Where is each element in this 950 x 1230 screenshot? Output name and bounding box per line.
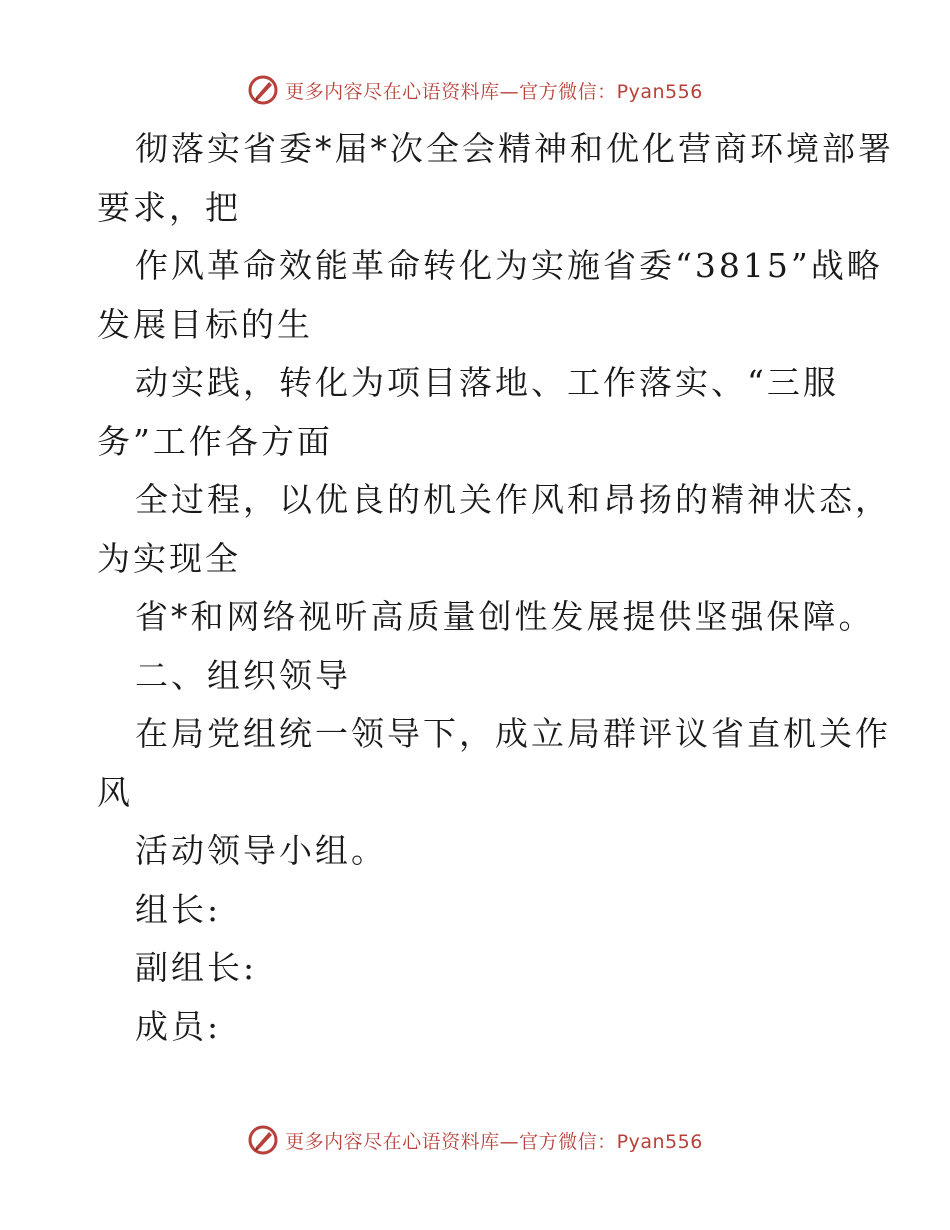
paragraph-line: 动实践，转化为项目落地、工作落实、“三服	[135, 363, 839, 402]
paragraph-line: 风	[97, 772, 133, 812]
watermark-text: 更多内容尽在心语资料库—官方微信：Pyan556	[285, 1130, 703, 1153]
document-body	[97, 120, 894, 1056]
paragraph-line: 要求，把	[97, 187, 241, 227]
header-watermark-banner	[0, 70, 950, 110]
paragraph-line: 彻落实省委*届*次全会精神和优化营商环境部署	[135, 129, 894, 168]
footer-watermark-banner	[0, 1120, 950, 1160]
paragraph-line: 在局党组统一领导下，成立局群评议省直机关作	[135, 714, 891, 753]
paragraph-line: 作风革命效能革命转化为实施省委“3815”战略	[135, 246, 883, 285]
paragraph-line: 务”工作各方面	[97, 421, 333, 461]
pen-circle-logo-icon	[247, 74, 279, 106]
section-heading: 二、组织领导	[135, 655, 351, 695]
paragraph-line: 全过程，以优良的机关作风和昂扬的精神状态，	[135, 480, 891, 519]
paragraph-line: 省*和网络视听高质量创性发展提供坚强保障。	[135, 597, 875, 636]
paragraph-line: 发展目标的生	[97, 304, 313, 344]
watermark-text: 更多内容尽在心语资料库—官方微信：Pyan556	[285, 80, 703, 103]
paragraph-line: 为实现全	[97, 538, 241, 578]
members-label: 成员:	[135, 1006, 222, 1046]
group-leader-label: 组长:	[135, 889, 222, 929]
deputy-leader-label: 副组长:	[135, 948, 258, 987]
paragraph-line: 活动领导小组。	[135, 831, 387, 870]
pen-circle-logo-icon	[247, 1124, 279, 1156]
